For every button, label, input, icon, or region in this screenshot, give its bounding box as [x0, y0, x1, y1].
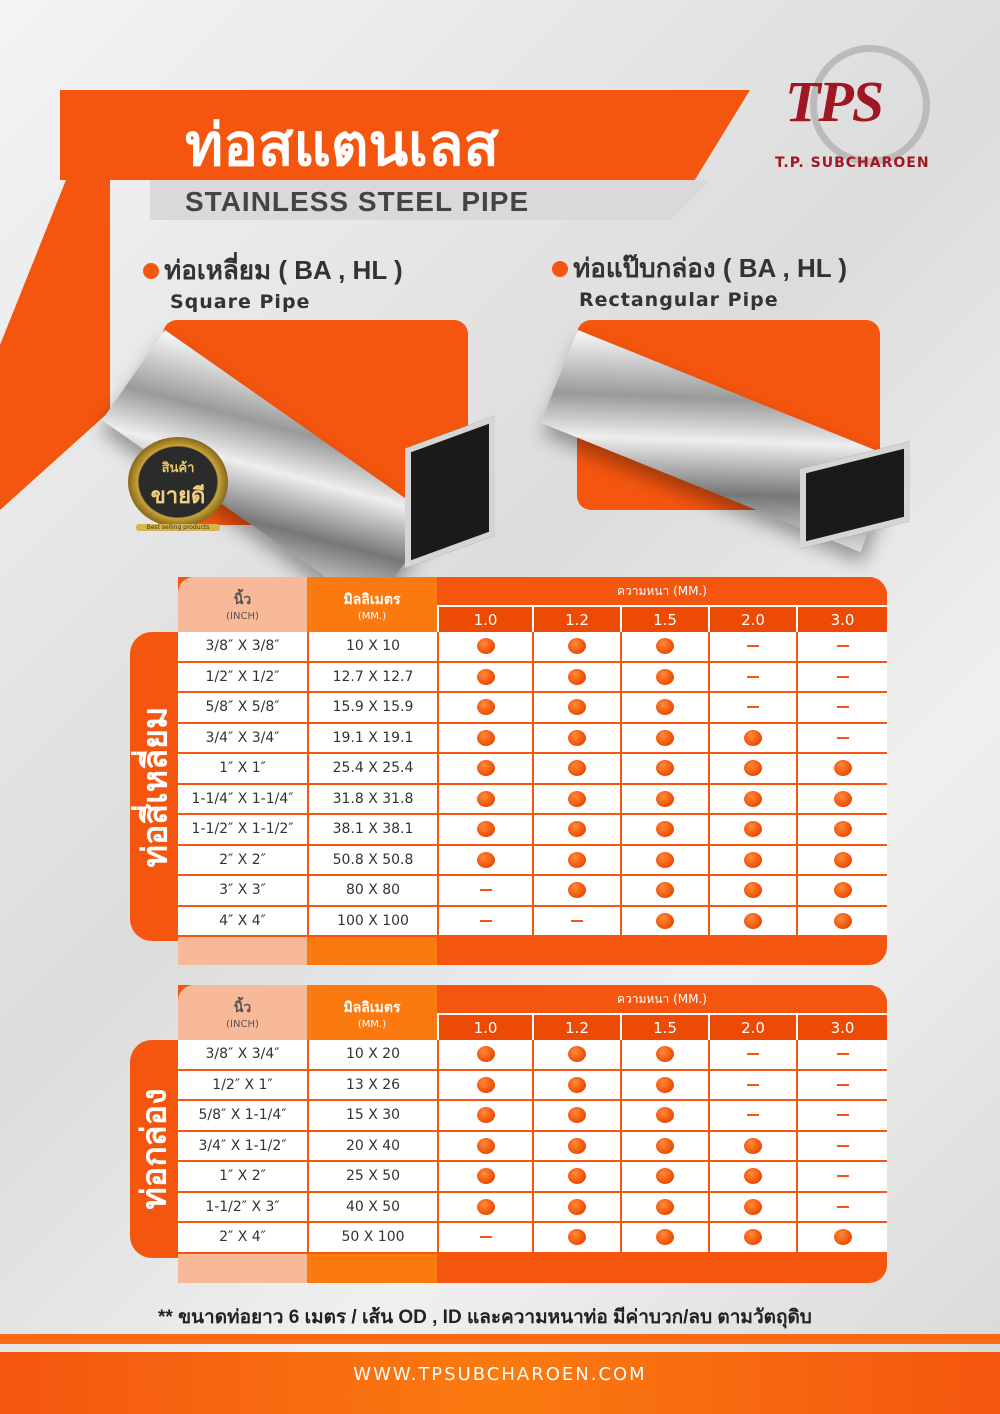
cell-availability: [437, 1223, 532, 1252]
table-row: [178, 876, 887, 907]
cell-availability: [708, 632, 796, 661]
cell-availability: [708, 815, 796, 844]
cell-mm: 20 X 40: [307, 1132, 437, 1161]
unavailable-dash-icon: [837, 706, 849, 708]
available-dot-icon: [744, 1229, 762, 1245]
cell-availability: [708, 846, 796, 875]
cell-availability: [532, 632, 620, 661]
cell-mm: 13 X 26: [307, 1071, 437, 1100]
table-foot: [178, 1254, 307, 1284]
cell-availability: [620, 1101, 708, 1130]
cell-inch: 3″ X 3″: [178, 876, 307, 905]
cell-availability: [620, 1223, 708, 1252]
cell-availability: [532, 693, 620, 722]
available-dot-icon: [656, 1229, 674, 1245]
cell-availability: [532, 1193, 620, 1222]
col-mm-sub: (MM.): [357, 611, 387, 622]
cell-inch: 1/2″ X 1″: [178, 1071, 307, 1100]
cell-availability: [620, 785, 708, 814]
cell-availability: [796, 1071, 887, 1100]
available-dot-icon: [568, 638, 586, 654]
cell-availability: [532, 754, 620, 783]
available-dot-icon: [834, 821, 852, 837]
cell-availability: [532, 1071, 620, 1100]
available-dot-icon: [656, 1077, 674, 1093]
cell-availability: [796, 815, 887, 844]
unavailable-dash-icon: [480, 889, 492, 891]
cell-mm: 80 X 80: [307, 876, 437, 905]
unavailable-dash-icon: [837, 676, 849, 678]
available-dot-icon: [477, 730, 495, 746]
cell-availability: [437, 846, 532, 875]
unavailable-dash-icon: [837, 737, 849, 739]
col-inch-label: นิ้ว: [233, 592, 252, 608]
cell-availability: [532, 724, 620, 753]
cell-availability: [796, 1101, 887, 1130]
available-dot-icon: [744, 1168, 762, 1184]
table-row: [178, 632, 887, 663]
cell-availability: [620, 846, 708, 875]
cell-availability: [532, 1132, 620, 1161]
cell-availability: [796, 1162, 887, 1191]
table-row: [178, 815, 887, 846]
available-dot-icon: [834, 791, 852, 807]
product-subtitle: Rectangular Pipe: [579, 289, 779, 311]
col-mm-label: มิลลิเมตร: [343, 1000, 401, 1016]
cell-availability: [437, 754, 532, 783]
unavailable-dash-icon: [480, 1236, 492, 1238]
cell-mm: 15.9 X 15.9: [307, 693, 437, 722]
col-inch-sub: (INCH): [226, 611, 259, 622]
square-pipe-table: [130, 577, 887, 965]
available-dot-icon: [568, 1138, 586, 1154]
badge-text: Best selling products: [136, 524, 220, 531]
cell-availability: [532, 846, 620, 875]
unavailable-dash-icon: [747, 676, 759, 678]
col-mm: [307, 985, 437, 1040]
cell-inch: 2″ X 4″: [178, 1223, 307, 1252]
col-mm-label: มิลลิเมตร: [343, 592, 401, 608]
cell-inch: 3/8″ X 3/8″: [178, 632, 307, 661]
table-row: [178, 724, 887, 755]
available-dot-icon: [656, 913, 674, 929]
available-dot-icon: [834, 852, 852, 868]
cell-availability: [796, 663, 887, 692]
cell-availability: [437, 663, 532, 692]
table-row: [178, 1101, 887, 1132]
footer-bar: [0, 1352, 1000, 1414]
available-dot-icon: [744, 1138, 762, 1154]
available-dot-icon: [477, 760, 495, 776]
product-rect-heading: [552, 248, 847, 311]
unavailable-dash-icon: [480, 920, 492, 922]
col-thickness: [437, 577, 887, 632]
cell-availability: [437, 1132, 532, 1161]
cell-mm: 19.1 X 19.1: [307, 724, 437, 753]
available-dot-icon: [744, 913, 762, 929]
available-dot-icon: [834, 760, 852, 776]
cell-mm: 10 X 10: [307, 632, 437, 661]
available-dot-icon: [477, 791, 495, 807]
table-row: [178, 693, 887, 724]
cell-availability: [620, 1132, 708, 1161]
unavailable-dash-icon: [747, 1114, 759, 1116]
table-body: [178, 1040, 887, 1254]
available-dot-icon: [744, 791, 762, 807]
available-dot-icon: [656, 699, 674, 715]
product-square-heading: [143, 250, 403, 313]
side-label-text: ท่อกล่อง: [136, 1088, 174, 1210]
thickness-col-1.2: 1.2: [532, 605, 620, 632]
cell-availability: [708, 1162, 796, 1191]
cell-inch: 3/8″ X 3/4″: [178, 1040, 307, 1069]
available-dot-icon: [568, 1168, 586, 1184]
available-dot-icon: [477, 669, 495, 685]
unavailable-dash-icon: [837, 1084, 849, 1086]
cell-availability: [796, 693, 887, 722]
best-seller-badge: [128, 437, 228, 531]
available-dot-icon: [568, 1046, 586, 1062]
cell-availability: [708, 876, 796, 905]
thickness-col-1.5: 1.5: [620, 1013, 708, 1040]
table-row: [178, 754, 887, 785]
col-inch-sub: (INCH): [226, 1019, 259, 1030]
cell-mm: 31.8 X 31.8: [307, 785, 437, 814]
cell-availability: [708, 724, 796, 753]
available-dot-icon: [477, 1138, 495, 1154]
cell-availability: [437, 632, 532, 661]
available-dot-icon: [656, 669, 674, 685]
table-row: [178, 785, 887, 816]
cell-availability: [796, 724, 887, 753]
cell-mm: 38.1 X 38.1: [307, 815, 437, 844]
cell-availability: [620, 724, 708, 753]
company-name: T.P. SUBCHAROEN: [775, 155, 930, 171]
unavailable-dash-icon: [837, 645, 849, 647]
available-dot-icon: [477, 1077, 495, 1093]
cell-availability: [532, 1040, 620, 1069]
cell-inch: 1-1/2″ X 3″: [178, 1193, 307, 1222]
table-row: [178, 1071, 887, 1102]
available-dot-icon: [477, 1107, 495, 1123]
col-thickness-label: ความหนา (MM.): [437, 985, 887, 1013]
cell-availability: [437, 785, 532, 814]
cell-mm: 40 X 50: [307, 1193, 437, 1222]
cell-mm: 25 X 50: [307, 1162, 437, 1191]
available-dot-icon: [656, 730, 674, 746]
cell-availability: [708, 693, 796, 722]
col-inch: [178, 577, 307, 632]
cell-inch: 5/8″ X 5/8″: [178, 693, 307, 722]
badge-text: สินค้า: [161, 461, 195, 476]
available-dot-icon: [477, 699, 495, 715]
thickness-col-3.0: 3.0: [796, 1013, 887, 1040]
cell-availability: [620, 1040, 708, 1069]
cell-inch: 5/8″ X 1-1/4″: [178, 1101, 307, 1130]
cell-availability: [620, 1162, 708, 1191]
available-dot-icon: [568, 1229, 586, 1245]
available-dot-icon: [656, 821, 674, 837]
cell-availability: [532, 907, 620, 936]
footnote: ** ขนาดท่อยาว 6 เมตร / เส้น OD , ID และความหนาท่อ มีค่าบวก/ลบ ตามวัตถุดิบ: [158, 1307, 812, 1328]
cell-availability: [437, 724, 532, 753]
table-foot: [178, 937, 307, 965]
cell-availability: [796, 907, 887, 936]
unavailable-dash-icon: [747, 645, 759, 647]
cell-availability: [437, 815, 532, 844]
available-dot-icon: [744, 730, 762, 746]
col-inch: [178, 985, 307, 1040]
cell-availability: [796, 876, 887, 905]
cell-availability: [708, 663, 796, 692]
available-dot-icon: [834, 1229, 852, 1245]
cell-availability: [708, 754, 796, 783]
cell-availability: [437, 1040, 532, 1069]
available-dot-icon: [568, 882, 586, 898]
available-dot-icon: [744, 882, 762, 898]
cell-availability: [620, 754, 708, 783]
website-link[interactable]: WWW.TPSUBCHAROEN.COM: [353, 1364, 647, 1385]
cell-availability: [620, 663, 708, 692]
cell-availability: [796, 846, 887, 875]
bullet-icon: [143, 263, 159, 279]
page-title: ท่อสแตนเลส: [185, 113, 499, 178]
table-row: [178, 1132, 887, 1163]
table-side-label: [130, 1040, 178, 1258]
available-dot-icon: [568, 699, 586, 715]
col-mm-sub: (MM.): [357, 1019, 387, 1030]
cell-availability: [796, 1132, 887, 1161]
thickness-col-1.2: 1.2: [532, 1013, 620, 1040]
cell-availability: [532, 815, 620, 844]
available-dot-icon: [656, 638, 674, 654]
col-thickness: [437, 985, 887, 1040]
cell-availability: [620, 1071, 708, 1100]
thickness-col-1.0: 1.0: [437, 605, 532, 632]
available-dot-icon: [744, 821, 762, 837]
cell-availability: [708, 785, 796, 814]
cell-availability: [620, 1193, 708, 1222]
unavailable-dash-icon: [837, 1206, 849, 1208]
available-dot-icon: [834, 882, 852, 898]
cell-inch: 3/4″ X 1-1/2″: [178, 1132, 307, 1161]
cell-mm: 15 X 30: [307, 1101, 437, 1130]
footer-stripe: [0, 1334, 1000, 1344]
unavailable-dash-icon: [837, 1145, 849, 1147]
cell-mm: 50.8 X 50.8: [307, 846, 437, 875]
available-dot-icon: [656, 852, 674, 868]
col-thickness-label: ความหนา (MM.): [437, 577, 887, 605]
cell-mm: 100 X 100: [307, 907, 437, 936]
cell-inch: 1″ X 1″: [178, 754, 307, 783]
cell-availability: [796, 754, 887, 783]
unavailable-dash-icon: [571, 920, 583, 922]
available-dot-icon: [477, 638, 495, 654]
table-header: [178, 985, 887, 1040]
cell-availability: [437, 1193, 532, 1222]
cell-availability: [708, 1193, 796, 1222]
available-dot-icon: [656, 1107, 674, 1123]
cell-availability: [620, 815, 708, 844]
available-dot-icon: [656, 1046, 674, 1062]
thickness-col-2.0: 2.0: [708, 1013, 796, 1040]
cell-availability: [437, 907, 532, 936]
available-dot-icon: [656, 882, 674, 898]
available-dot-icon: [568, 730, 586, 746]
unavailable-dash-icon: [837, 1175, 849, 1177]
cell-availability: [437, 1101, 532, 1130]
thickness-col-1.0: 1.0: [437, 1013, 532, 1040]
cell-mm: 25.4 X 25.4: [307, 754, 437, 783]
cell-availability: [532, 1162, 620, 1191]
thickness-col-1.5: 1.5: [620, 605, 708, 632]
available-dot-icon: [477, 821, 495, 837]
side-label-text: ท่อสี่เหลี่ยม: [136, 706, 175, 867]
table-foot: [307, 937, 437, 965]
available-dot-icon: [834, 913, 852, 929]
available-dot-icon: [477, 1046, 495, 1062]
product-subtitle: Square Pipe: [170, 291, 311, 313]
cell-availability: [620, 876, 708, 905]
available-dot-icon: [477, 852, 495, 868]
cell-availability: [708, 1071, 796, 1100]
available-dot-icon: [568, 669, 586, 685]
cell-inch: 1/2″ X 1/2″: [178, 663, 307, 692]
available-dot-icon: [568, 1077, 586, 1093]
table-row: [178, 907, 887, 938]
cell-availability: [532, 1223, 620, 1252]
cell-availability: [796, 632, 887, 661]
cell-availability: [708, 1101, 796, 1130]
available-dot-icon: [477, 1199, 495, 1215]
cell-availability: [708, 1040, 796, 1069]
badge-text: ขายดี: [150, 484, 206, 509]
table-row: [178, 1162, 887, 1193]
available-dot-icon: [568, 791, 586, 807]
thickness-col-2.0: 2.0: [708, 605, 796, 632]
unavailable-dash-icon: [747, 706, 759, 708]
cell-availability: [620, 907, 708, 936]
cell-mm: 10 X 20: [307, 1040, 437, 1069]
cell-availability: [532, 663, 620, 692]
unavailable-dash-icon: [747, 1053, 759, 1055]
unavailable-dash-icon: [837, 1053, 849, 1055]
available-dot-icon: [744, 760, 762, 776]
product-title: ท่อแป๊บกล่อง ( BA , HL ): [573, 253, 848, 283]
cell-mm: 12.7 X 12.7: [307, 663, 437, 692]
cell-inch: 1″ X 2″: [178, 1162, 307, 1191]
bullet-icon: [552, 261, 568, 277]
available-dot-icon: [656, 1199, 674, 1215]
decor-shape: [0, 180, 110, 510]
cell-availability: [796, 785, 887, 814]
cell-inch: 3/4″ X 3/4″: [178, 724, 307, 753]
available-dot-icon: [568, 852, 586, 868]
table-row: [178, 846, 887, 877]
table-body: [178, 632, 887, 937]
table-row: [178, 1040, 887, 1071]
table-side-label: [130, 632, 178, 941]
cell-availability: [796, 1223, 887, 1252]
table-header: [178, 577, 887, 632]
available-dot-icon: [568, 821, 586, 837]
cell-availability: [532, 876, 620, 905]
cell-availability: [437, 1162, 532, 1191]
unavailable-dash-icon: [837, 1114, 849, 1116]
cell-availability: [620, 632, 708, 661]
thickness-col-3.0: 3.0: [796, 605, 887, 632]
cell-availability: [437, 876, 532, 905]
cell-inch: 1-1/2″ X 1-1/2″: [178, 815, 307, 844]
cell-availability: [437, 693, 532, 722]
cell-availability: [708, 907, 796, 936]
page-subtitle: STAINLESS STEEL PIPE: [185, 186, 530, 217]
available-dot-icon: [656, 1168, 674, 1184]
col-inch-label: นิ้ว: [233, 1000, 252, 1016]
rect-pipe-table: [130, 985, 887, 1283]
available-dot-icon: [568, 1199, 586, 1215]
available-dot-icon: [477, 1168, 495, 1184]
available-dot-icon: [568, 1107, 586, 1123]
cell-availability: [796, 1040, 887, 1069]
cell-availability: [708, 1132, 796, 1161]
unavailable-dash-icon: [747, 1084, 759, 1086]
table-foot: [307, 1254, 437, 1284]
table-row: [178, 1193, 887, 1224]
available-dot-icon: [568, 760, 586, 776]
cell-availability: [620, 693, 708, 722]
available-dot-icon: [744, 1199, 762, 1215]
cell-inch: 4″ X 4″: [178, 907, 307, 936]
available-dot-icon: [656, 1138, 674, 1154]
logo: TPS: [785, 69, 883, 134]
table-row: [178, 1223, 887, 1254]
cell-availability: [437, 1071, 532, 1100]
cell-inch: 1-1/4″ X 1-1/4″: [178, 785, 307, 814]
table-row: [178, 663, 887, 694]
cell-inch: 2″ X 2″: [178, 846, 307, 875]
available-dot-icon: [744, 852, 762, 868]
cell-availability: [796, 1193, 887, 1222]
col-mm: [307, 577, 437, 632]
available-dot-icon: [656, 760, 674, 776]
available-dot-icon: [656, 791, 674, 807]
cell-availability: [532, 785, 620, 814]
cell-mm: 50 X 100: [307, 1223, 437, 1252]
product-title: ท่อเหลี่ยม ( BA , HL ): [164, 255, 403, 285]
cell-availability: [708, 1223, 796, 1252]
cell-availability: [532, 1101, 620, 1130]
